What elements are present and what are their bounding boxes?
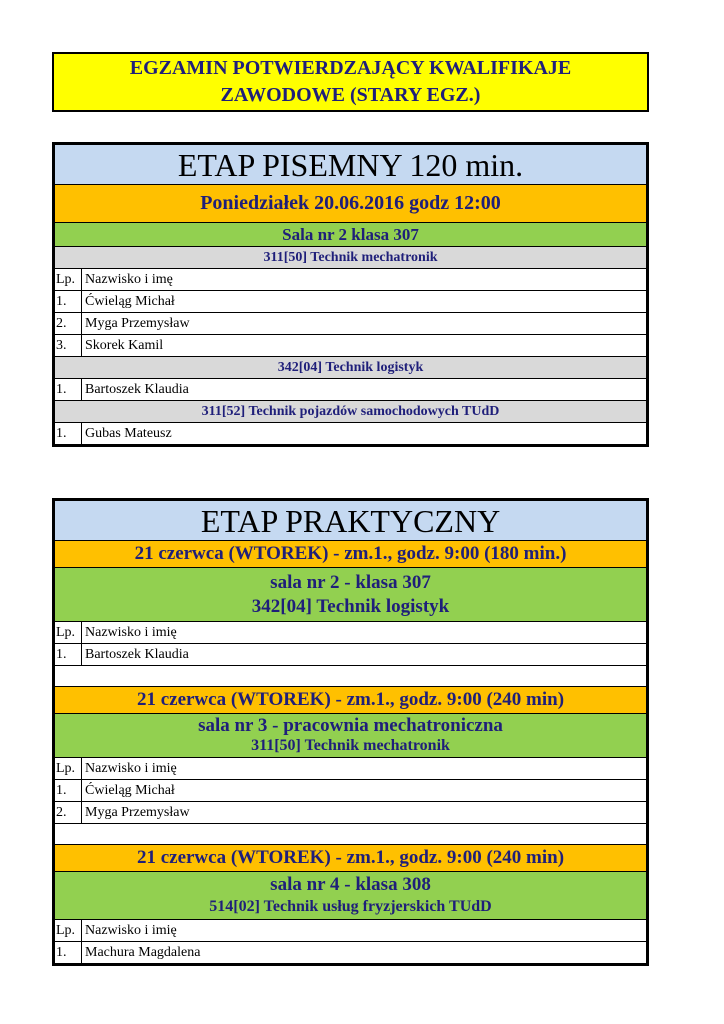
table-row bbox=[55, 379, 647, 401]
table-row bbox=[55, 802, 647, 824]
row-name: Ćwieląg Michał bbox=[82, 291, 647, 313]
table-header-row bbox=[55, 920, 647, 942]
spacer-row bbox=[55, 824, 647, 845]
group-heading: 311[50] Technik mechatronik bbox=[55, 247, 647, 269]
session-room-label: sala nr 4 - klasa 308 bbox=[270, 873, 431, 895]
session-specialty: 514[02] Technik usług fryzjerskich TUdD bbox=[209, 897, 492, 915]
row-name: Bartoszek Klaudia bbox=[82, 644, 647, 666]
table-header-row bbox=[55, 269, 647, 291]
table-row bbox=[55, 644, 647, 666]
table-header-row bbox=[55, 758, 647, 780]
table-header-row bbox=[55, 622, 647, 644]
table-row bbox=[55, 780, 647, 802]
row-lp: 1. bbox=[55, 423, 82, 445]
session-room-label: sala nr 2 - klasa 307 bbox=[270, 571, 431, 593]
practical-stage-table bbox=[52, 498, 649, 966]
col-lp-header: Lp. bbox=[55, 920, 82, 942]
session-specialty: 342[04] Technik logistyk bbox=[251, 595, 450, 617]
row-name: Myga Przemysław bbox=[82, 313, 647, 335]
session-room bbox=[55, 568, 647, 622]
spacer-row bbox=[55, 666, 647, 687]
row-name: Machura Magdalena bbox=[82, 942, 647, 964]
col-name-header: Nazwisko i imię bbox=[82, 920, 647, 942]
session-room bbox=[55, 714, 647, 758]
group-heading: 311[52] Technik pojazdów samochodowych TUdD bbox=[55, 401, 647, 423]
session-date: 21 czerwca (WTOREK) - zm.1., godz. 9:00 (240 min) bbox=[55, 687, 647, 714]
written-date: Poniedziałek 20.06.2016 godz 12:00 bbox=[55, 185, 647, 223]
row-name: Ćwieląg Michał bbox=[82, 780, 647, 802]
col-lp-header: Lp. bbox=[55, 622, 82, 644]
session-room bbox=[55, 872, 647, 920]
row-lp: 1. bbox=[55, 644, 82, 666]
table-row bbox=[55, 291, 647, 313]
row-lp: 2. bbox=[55, 313, 82, 335]
group-heading: 342[04] Technik logistyk bbox=[55, 357, 647, 379]
row-name: Myga Przemysław bbox=[82, 802, 647, 824]
session-room-label: sala nr 3 - pracownia mechatroniczna bbox=[198, 714, 503, 736]
table-row bbox=[55, 423, 647, 445]
session-specialty: 311[50] Technik mechatronik bbox=[251, 736, 450, 754]
document-title bbox=[52, 52, 649, 112]
title-line-1: EGZAMIN POTWIERDZAJĄCY KWALIFIKAJE bbox=[129, 57, 572, 79]
row-name: Bartoszek Klaudia bbox=[82, 379, 647, 401]
col-lp-header: Lp. bbox=[55, 269, 82, 291]
row-lp: 1. bbox=[55, 942, 82, 964]
row-lp: 2. bbox=[55, 802, 82, 824]
row-name: Gubas Mateusz bbox=[82, 423, 647, 445]
written-stage-table bbox=[52, 142, 649, 447]
col-name-header: Nazwisko i imię bbox=[82, 758, 647, 780]
table-row bbox=[55, 313, 647, 335]
table-row bbox=[55, 335, 647, 357]
row-lp: 1. bbox=[55, 780, 82, 802]
row-lp: 1. bbox=[55, 379, 82, 401]
table-row bbox=[55, 942, 647, 964]
written-stage-title: ETAP PISEMNY 120 min. bbox=[55, 145, 647, 185]
col-lp-header: Lp. bbox=[55, 758, 82, 780]
col-name-header: Nazwisko i imię bbox=[82, 622, 647, 644]
row-name: Skorek Kamil bbox=[82, 335, 647, 357]
row-lp: 3. bbox=[55, 335, 82, 357]
practical-stage-title: ETAP PRAKTYCZNY bbox=[55, 501, 647, 541]
col-name-header: Nazwisko i imę bbox=[82, 269, 647, 291]
title-line-2: ZAWODOWE (STARY EGZ.) bbox=[220, 84, 481, 106]
written-room: Sala nr 2 klasa 307 bbox=[55, 223, 647, 247]
row-lp: 1. bbox=[55, 291, 82, 313]
session-date: 21 czerwca (WTOREK) - zm.1., godz. 9:00 (180 min.) bbox=[55, 541, 647, 568]
session-date: 21 czerwca (WTOREK) - zm.1., godz. 9:00 (240 min) bbox=[55, 845, 647, 872]
